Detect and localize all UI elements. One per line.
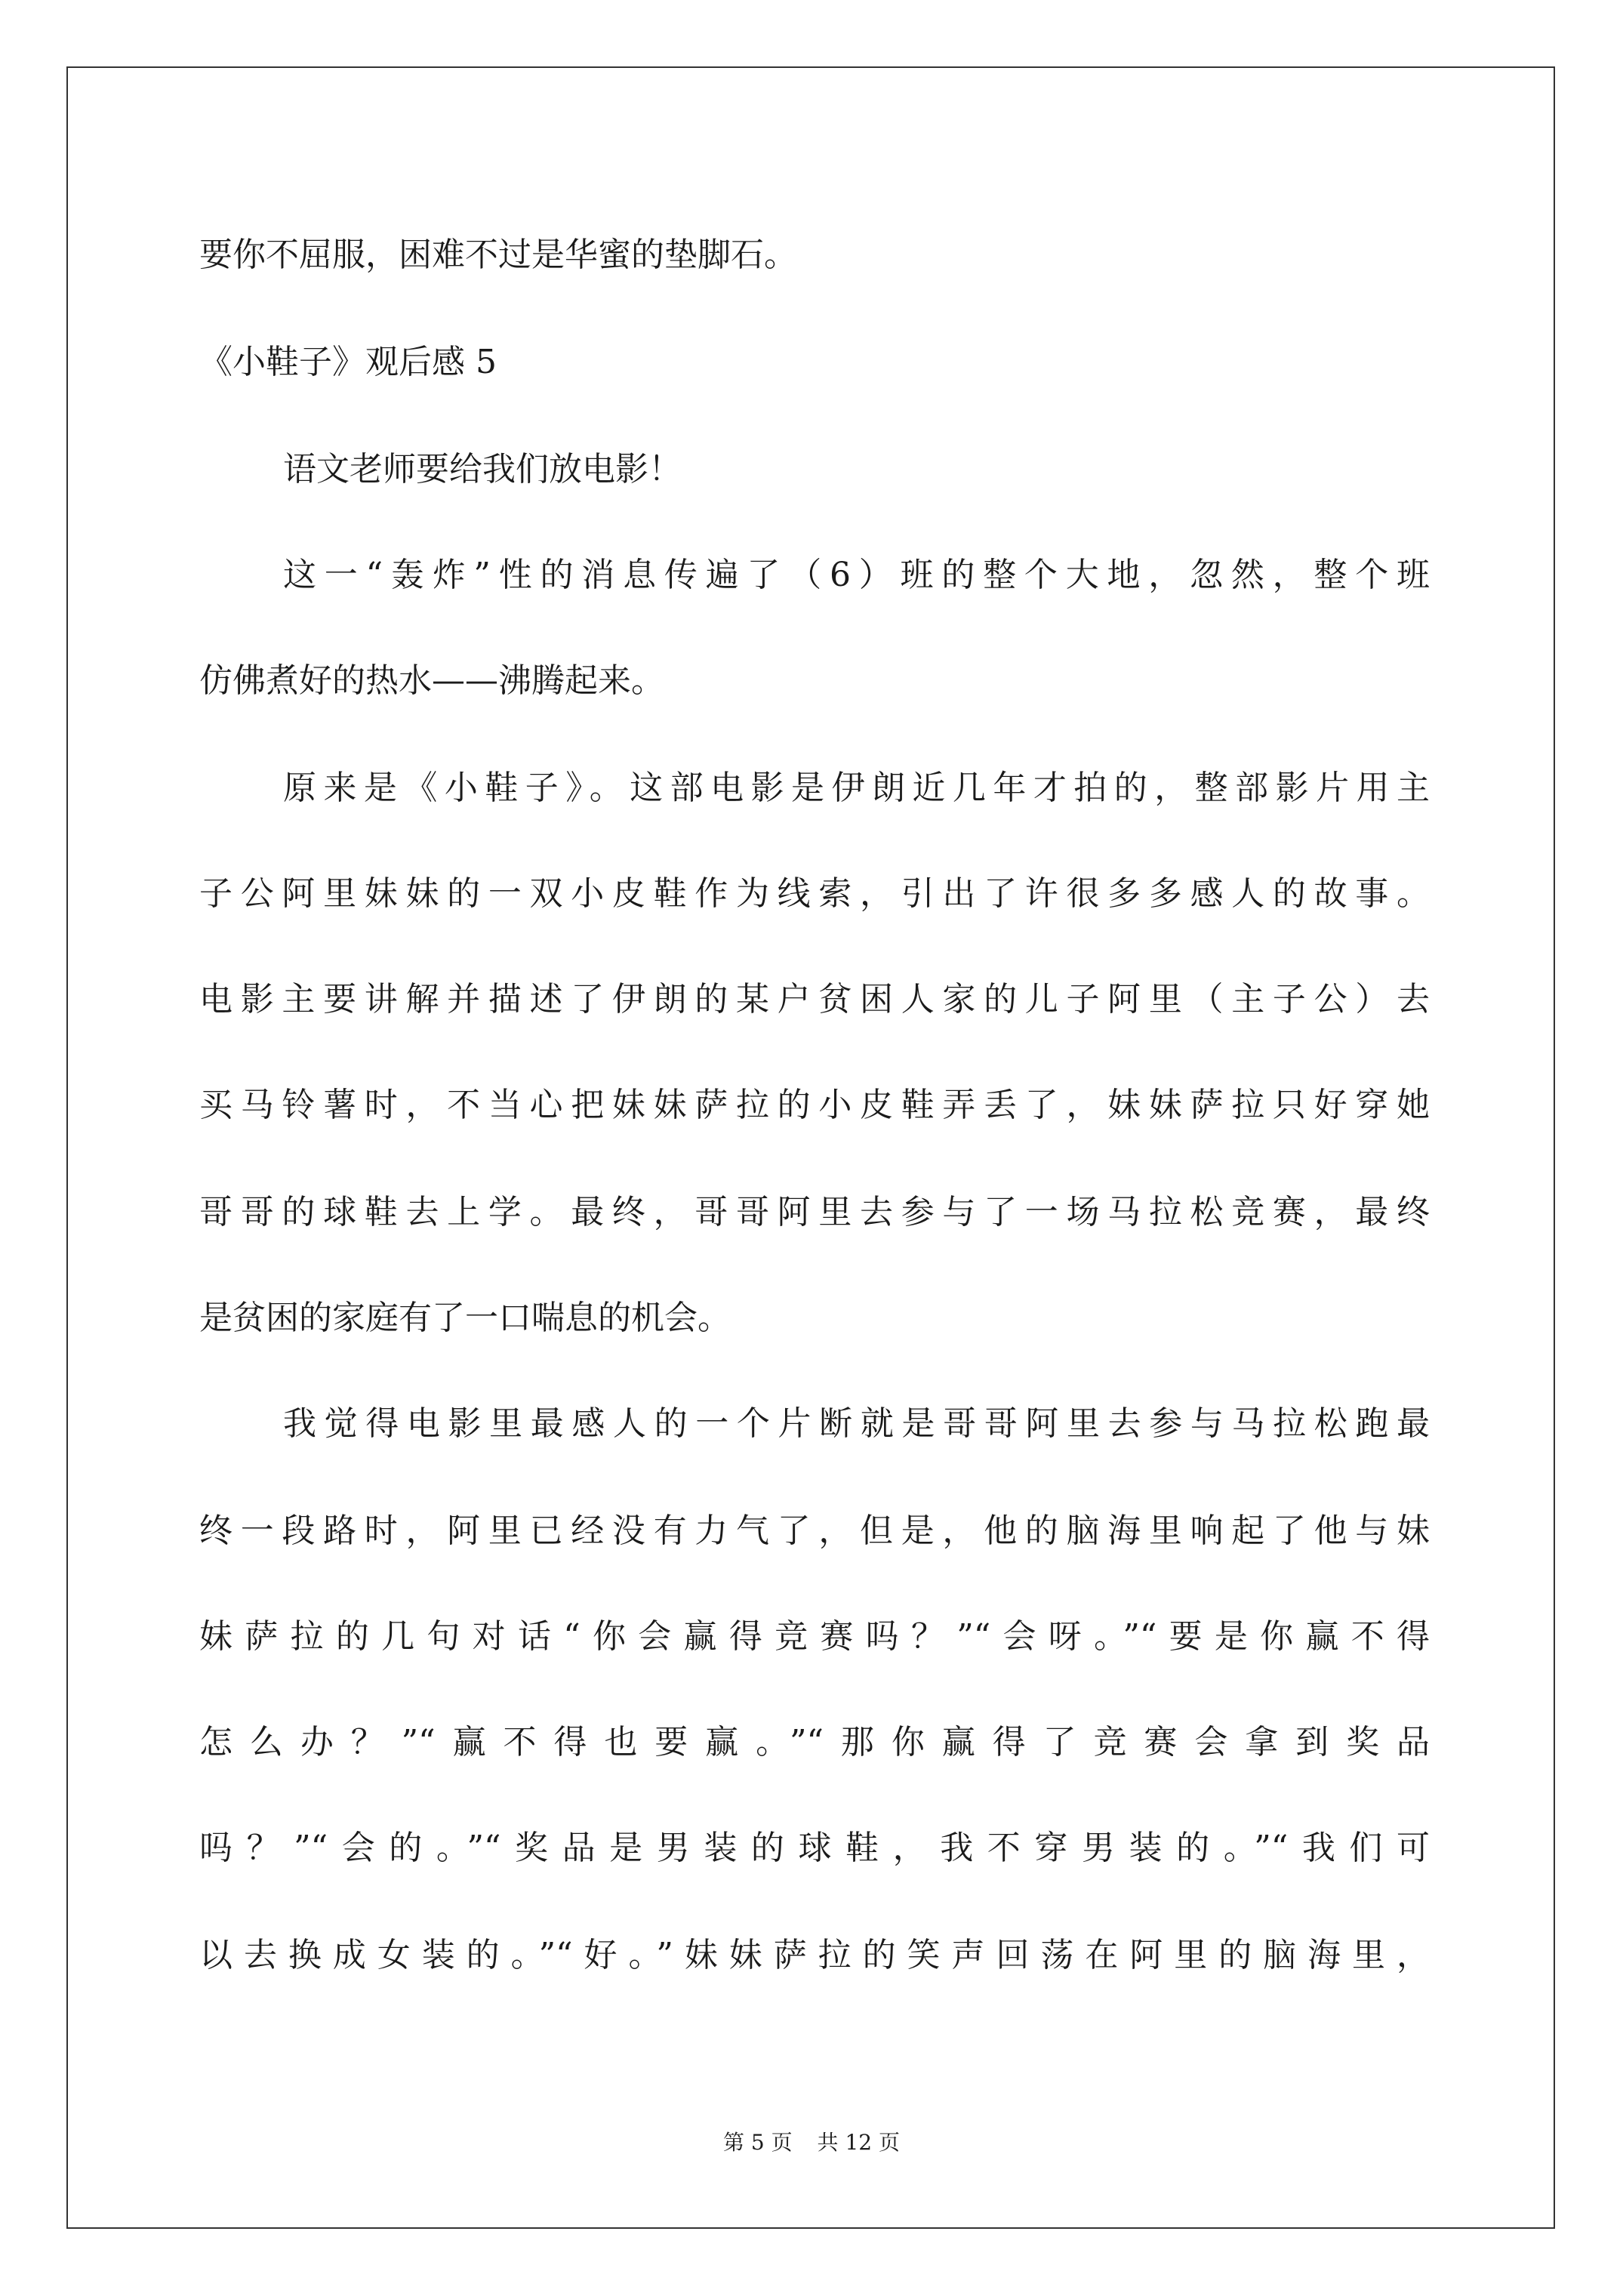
paragraph-line: 妹萨拉的几句对话“你会赢得竞赛吗？”“会呀。”“要是你赢不得 bbox=[199, 1617, 1430, 1656]
page-footer bbox=[0, 2129, 1623, 2156]
paragraph-line: 子公阿里妹妹的一双小皮鞋作为线索，引出了许很多多感人的故事。 bbox=[199, 874, 1430, 913]
page-border bbox=[66, 66, 1555, 2229]
paragraph-line: 语文老师要给我们放电影！ bbox=[283, 450, 682, 488]
paragraph-line: 电影主要讲解并描述了伊朗的某户贫困人家的儿子阿里（主子公）去 bbox=[199, 980, 1430, 1019]
page-total: 共 12 页 bbox=[817, 2130, 900, 2155]
paragraph-line: 终一段路时，阿里已经没有力气了，但是，他的脑海里响起了他与妹 bbox=[199, 1512, 1430, 1550]
paragraph-line: 吗？”“会的。”“奖品是男装的球鞋，我不穿男装的。”“我们可 bbox=[199, 1829, 1430, 1867]
page-number: 第 5 页 bbox=[723, 2130, 793, 2155]
paragraph-line: 怎么办？”“赢不得也要赢。”“那你赢得了竞赛会拿到奖品 bbox=[199, 1723, 1430, 1761]
paragraph-line: 要你不屈服，困难不过是华蜜的垫脚石。 bbox=[199, 236, 797, 274]
section-heading: 《小鞋子》观后感 5 bbox=[199, 343, 497, 381]
paragraph-line: 买马铃薯时，不当心把妹妹萨拉的小皮鞋弄丢了，妹妹萨拉只好穿她 bbox=[199, 1086, 1430, 1124]
paragraph-line: 仿佛煮好的热水——沸腾起来。 bbox=[199, 661, 664, 700]
paragraph-line: 以去换成女装的。”“好。”妹妹萨拉的笑声回荡在阿里的脑海里， bbox=[199, 1936, 1430, 1974]
paragraph-line: 这一“轰炸”性的消息传遍了（6）班的整个大地，忽然，整个班 bbox=[283, 556, 1430, 594]
paragraph-line: 我觉得电影里最感人的一个片断就是哥哥阿里去参与马拉松跑最 bbox=[283, 1404, 1430, 1443]
paragraph-line: 是贫困的家庭有了一口喘息的机会。 bbox=[199, 1299, 731, 1337]
paragraph-line: 原来是《小鞋子》。这部电影是伊朗近几年才拍的，整部影片用主 bbox=[283, 769, 1430, 807]
paragraph-line: 哥哥的球鞋去上学。最终，哥哥阿里去参与了一场马拉松竞赛，最终 bbox=[199, 1193, 1430, 1231]
